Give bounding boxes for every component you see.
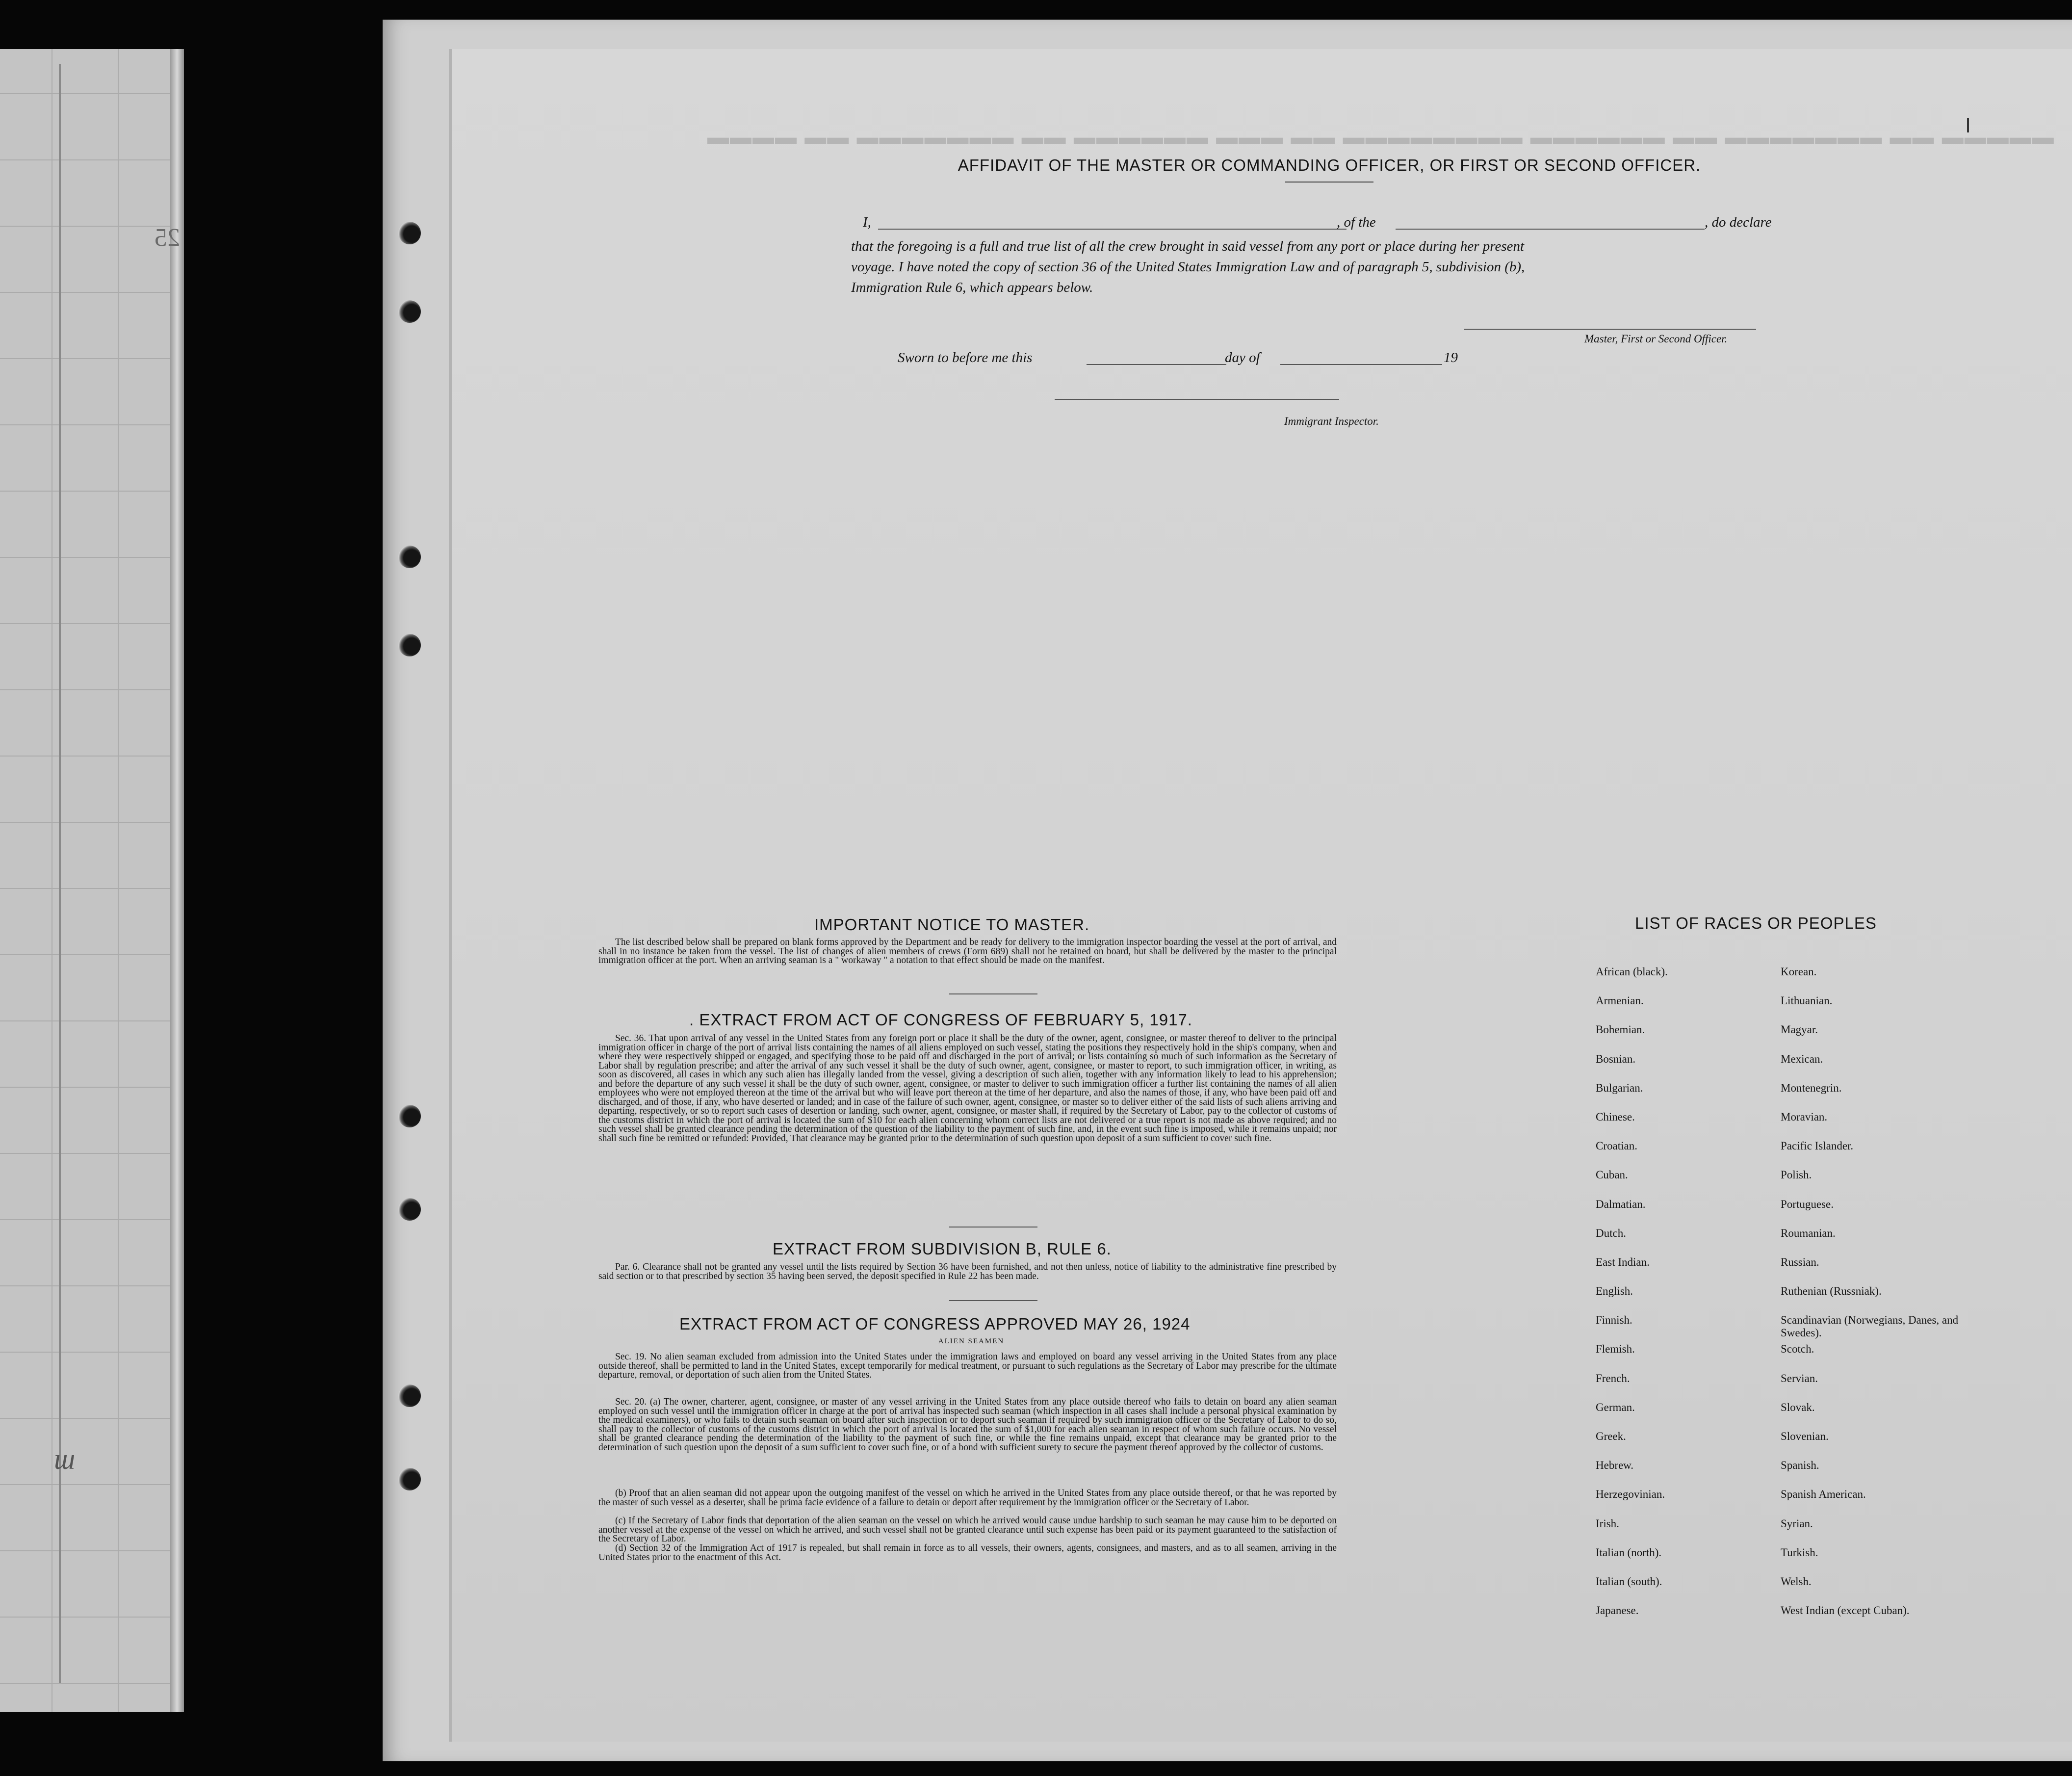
extract-1917-text: Sec. 36. That upon arrival of any vessel in the United States from any foreign port or place it shall be the duty of the owner, agent, consignee, or master thereof to deliver to the principal immigration officer in charge of the port of arrival lists containing the names of all aliens employed on such vessel, stating the positions they respectively hold in the ship's company, when and where they were respectively shipped or engaged, and specifying those to be paid off and discharged in the port of arrival; or lists containing so much of such information as the Secretary of Labor shall by regulation prescribe; and after the arrival of any such vessel it shall be the duty of such owner, agent, consignee, or master to report, to such immigration officer, in writing, as soon as discovered, all cases in which any such alien has illegally landed from the vessel, giving a description of such alien, together with any information likely to lead to his apprehension; and before the departure of any such vessel it shall be the duty of such owner, agent, consignee, or master to deliver to such immigration officer a further list containing the names of all alien employees who were not employed thereon at the time of the arrival but who will leave port thereon at the time of her departure, and also the names of those, if any, who have been paid off and discharged, and of those, if any, who have deserted or landed; and in case of the failure of such owner, agent, consignee, or master so to deliver either of the said lists of such aliens arriving and departing, respectively, or so to report such cases of desertion or landing, such owner, agent, consignee, or master shall, if required by the Secretary of Labor, pay to the collector of customs of the customs district in which the port of arrival is located the sum of $10 for each alien concerning whom correct lists are not delivered or a true report is not made as above required; and no such vessel shall be granted clearance pending the determination of the question of the liability to the payment of such fine, and, in the event such fine is imposed, while it remains unpaid; nor shall such fine be remitted or refunded: Provided, That clearance may be granted prior to the determination of such question upon deposit of a sum sufficient to cover such fine. xyxy=(598,1033,1337,1144)
race-item: Magyar. xyxy=(1781,1023,1818,1036)
left-page-handwriting: ɯ xyxy=(54,1443,76,1475)
race-item: Turkish. xyxy=(1781,1546,1818,1559)
left-page-rule xyxy=(59,64,61,1683)
race-item: Montenegrin. xyxy=(1781,1081,1842,1094)
race-item: East Indian. xyxy=(1596,1255,1650,1268)
inspector-caption: Immigrant Inspector. xyxy=(1284,415,1379,427)
alien-seamen-subtitle: ALIEN SEAMEN xyxy=(938,1337,1005,1345)
affidavit-title: AFFIDAVIT OF THE MASTER OR COMMANDING OFFICER, OR FIRST OR SECOND OFFICER. xyxy=(958,156,1701,174)
binder-hole xyxy=(398,222,421,244)
race-item: Moravian. xyxy=(1781,1110,1828,1123)
race-item: Hebrew. xyxy=(1596,1459,1634,1472)
master-signature-blank[interactable] xyxy=(1464,329,1756,330)
left-page-fragment xyxy=(0,49,184,1712)
affidavit-line-3: voyage. I have noted the copy of section 36 of the United States Immigration Law and of paragraph 5, subdivision (b), xyxy=(851,259,1525,275)
race-item: Chinese. xyxy=(1596,1110,1635,1123)
race-item: Ruthenian (Russniak). xyxy=(1781,1285,1882,1298)
race-item: Spanish. xyxy=(1781,1459,1819,1472)
race-item: Dalmatian. xyxy=(1596,1198,1646,1210)
sworn-year: 19 xyxy=(1444,350,1458,366)
race-item: Polish. xyxy=(1781,1169,1812,1181)
page-number: 25 xyxy=(155,224,180,252)
notice-text: The list described below shall be prepared on blank forms approved by the Department and be ready for delivery to the immigration inspector boarding the vessel at the port of arrival, and shall in no instance be taken from the vessel. The list of changes of alien members of crews (Form 689) shall not be retained on board, but shall be delivered by the master to the principal immigration officer at the port. When an arriving seaman is a " workaway " a notation to that effect should be made on the manifest. xyxy=(598,937,1337,966)
race-item: Bosnian. xyxy=(1596,1052,1636,1065)
name-blank[interactable] xyxy=(878,229,1347,230)
sworn-month-blank[interactable] xyxy=(1280,364,1442,365)
race-item: Portuguese. xyxy=(1781,1198,1834,1210)
section-divider xyxy=(949,993,1037,994)
race-item: West Indian (except Cuban). xyxy=(1781,1604,1910,1617)
sworn-day-blank[interactable] xyxy=(1087,364,1226,365)
affidavit-i: I, xyxy=(863,214,871,230)
race-item: Italian (south). xyxy=(1596,1575,1662,1588)
race-item: Servian. xyxy=(1781,1372,1818,1384)
affidavit-of-the: , of the xyxy=(1337,214,1376,230)
rule6-title: EXTRACT FROM SUBDIVISION B, RULE 6. xyxy=(773,1240,1112,1258)
race-item: Korean. xyxy=(1781,966,1817,978)
race-item: Slovenian. xyxy=(1781,1430,1829,1442)
race-item: Mexican. xyxy=(1781,1052,1823,1065)
binder-hole xyxy=(398,546,421,568)
race-item: Croatian. xyxy=(1596,1140,1637,1152)
extract-1924-title: EXTRACT FROM ACT OF CONGRESS APPROVED MAY 26, 1924 xyxy=(679,1315,1191,1333)
sworn-day-of: day of xyxy=(1225,350,1260,366)
binder-hole xyxy=(398,1198,421,1221)
rule6-text: Par. 6. Clearance shall not be granted any vessel until the lists required by Section 36 have been furnished, and not then unless, notice of liability to the administrative fine prescribed by said section or to that prescribed by section 35 having been served, the deposit specified in Rule 22 has been made. xyxy=(598,1262,1337,1281)
inspector-signature-blank[interactable] xyxy=(1055,399,1339,400)
race-item: Scotch. xyxy=(1781,1343,1814,1356)
race-item: Russian. xyxy=(1781,1255,1819,1268)
race-item: Cuban. xyxy=(1596,1169,1628,1181)
race-item: Italian (north). xyxy=(1596,1546,1662,1559)
affidavit-declare: , do declare xyxy=(1705,214,1772,230)
sworn-text: Sworn to before me this xyxy=(898,350,1033,366)
race-item: Pacific Islander. xyxy=(1781,1140,1854,1152)
race-item: Scandinavian (Norwegians, Danes, and Swedes). xyxy=(1781,1314,1959,1339)
race-item: Roumanian. xyxy=(1781,1227,1836,1239)
race-item: Greek. xyxy=(1596,1430,1626,1442)
extract-1924-sec20a: Sec. 20. (a) The owner, charterer, agent, consignee, or master of any vessel arriving in the United States from any place outside thereof who fails to detain on board any alien seaman employed on such vessel until the immigration officer in charge at the port of arrival has inspected such seaman (which inspection in all cases shall include a personal physical examination by the medical examiners), or who fails to detain such seaman on board after such inspection or to deport such seaman if required by such immigration officer or the Secretary of Labor to do so, shall pay to the collector of customs of the customs district in which the port of arrival is located the sum of $1,000 for each alien seaman in respect of whom such failure occurs. No vessel shall be granted clearance pending the determination of the liability to the payment of such fine, or while the fine remains unpaid, except that clearance may be granted prior to the determination of such question upon the deposit of a sum sufficient to cover such fine, or of a bond with sufficient surety to secure the payment thereof approved by the collector of customs. xyxy=(598,1397,1337,1453)
binder-hole xyxy=(398,634,421,656)
race-item: Japanese. xyxy=(1596,1604,1639,1617)
left-page-edge xyxy=(170,49,184,1712)
extract-1917-title: . EXTRACT FROM ACT OF CONGRESS OF FEBRUARY 5, 1917. xyxy=(689,1011,1192,1029)
binder-hole xyxy=(398,300,421,323)
race-item: Slovak. xyxy=(1781,1401,1815,1413)
race-item: Armenian. xyxy=(1596,994,1644,1007)
race-item: Irish. xyxy=(1596,1517,1619,1530)
race-item: Bohemian. xyxy=(1596,1023,1645,1036)
race-item: Spanish American. xyxy=(1781,1488,1866,1501)
races-title: LIST OF RACES OR PEOPLES xyxy=(1635,914,1877,932)
race-item: Welsh. xyxy=(1781,1575,1812,1588)
binder-hole xyxy=(398,1105,421,1127)
binder-hole xyxy=(398,1468,421,1490)
race-item: Herzegovinian. xyxy=(1596,1488,1665,1501)
race-item: Bulgarian. xyxy=(1596,1081,1643,1094)
race-item: Finnish. xyxy=(1596,1314,1632,1327)
master-caption: Master, First or Second Officer. xyxy=(1584,333,1728,345)
extract-1924-sec20d: (d) Section 32 of the Immigration Act of 1917 is repealed, but shall remain in force as to all vessels, their owners, agents, consignees, and masters, and as to all seamen, arriving in the United States prior to the enactment of this Act. xyxy=(598,1543,1337,1563)
bleed-through-heading: ▬▬▬▬▬ ▬▬ ▬▬▬▬▬▬▬ ▬▬ ▬▬▬▬▬▬ ▬▬▬▬▬▬▬▬ ▬▬ ▬▬▬ ▬▬▬▬▬▬ ▬▬ ▬▬▬▬▬▬▬ ▬▬ ▬▬▬▬ xyxy=(706,125,2054,149)
affidavit-line-2: that the foregoing is a full and true list of all the crew brought in said vessel from any port or place during her present xyxy=(851,238,1525,254)
races-column-1 xyxy=(1596,966,1787,1633)
race-item: English. xyxy=(1596,1285,1633,1298)
race-item: German. xyxy=(1596,1401,1635,1413)
notice-title: IMPORTANT NOTICE TO MASTER. xyxy=(814,915,1090,934)
extract-1924-sec20c: (c) If the Secretary of Labor finds that deportation of the alien seaman on the vessel on which he arrived would cause undue hardship to such seaman he may cause him to be deported on another vessel at the expense of the vessel on which he arrived, and such vessel shall not be granted clearance until such expense has been paid or its payment guaranteed to the satisfaction of the Secretary of Labor. xyxy=(598,1515,1337,1544)
vessel-blank[interactable] xyxy=(1396,229,1705,230)
race-item: French. xyxy=(1596,1372,1630,1384)
extract-1924-sec20b: (b) Proof that an alien seaman did not appear upon the outgoing manifest of the vessel on which he arrived in the United States from any place outside thereof, or that he was reported by the master of such vessel as a deserter, shall be prima facie evidence of a failure to detain or deport after requirement by the immigration officer or the Secretary of Labor. xyxy=(598,1488,1337,1508)
extract-1924-sec19: Sec. 19. No alien seaman excluded from admission into the United States under the immigration laws and employed on board any vessel arriving in the United States from any place outside thereof, shall be permitted to land in the United States, except temporarily for medical treatment, or pursuant to such regulations as the Secretary of Labor may prescribe for the ultimate departure, removal, or deportation of such alien from the United States. xyxy=(598,1352,1337,1380)
affidavit-title-rule xyxy=(1285,182,1373,183)
section-divider xyxy=(949,1300,1037,1301)
races-column-2 xyxy=(1781,966,1972,1633)
binder-hole xyxy=(398,1384,421,1407)
race-item: Syrian. xyxy=(1781,1517,1813,1530)
race-item: Lithuanian. xyxy=(1781,994,1833,1007)
race-item: African (black). xyxy=(1596,966,1668,978)
race-item: Dutch. xyxy=(1596,1227,1626,1239)
affidavit-line-4: Immigration Rule 6, which appears below. xyxy=(851,280,1093,295)
section-divider xyxy=(949,1227,1037,1228)
race-item: Flemish. xyxy=(1596,1343,1635,1356)
